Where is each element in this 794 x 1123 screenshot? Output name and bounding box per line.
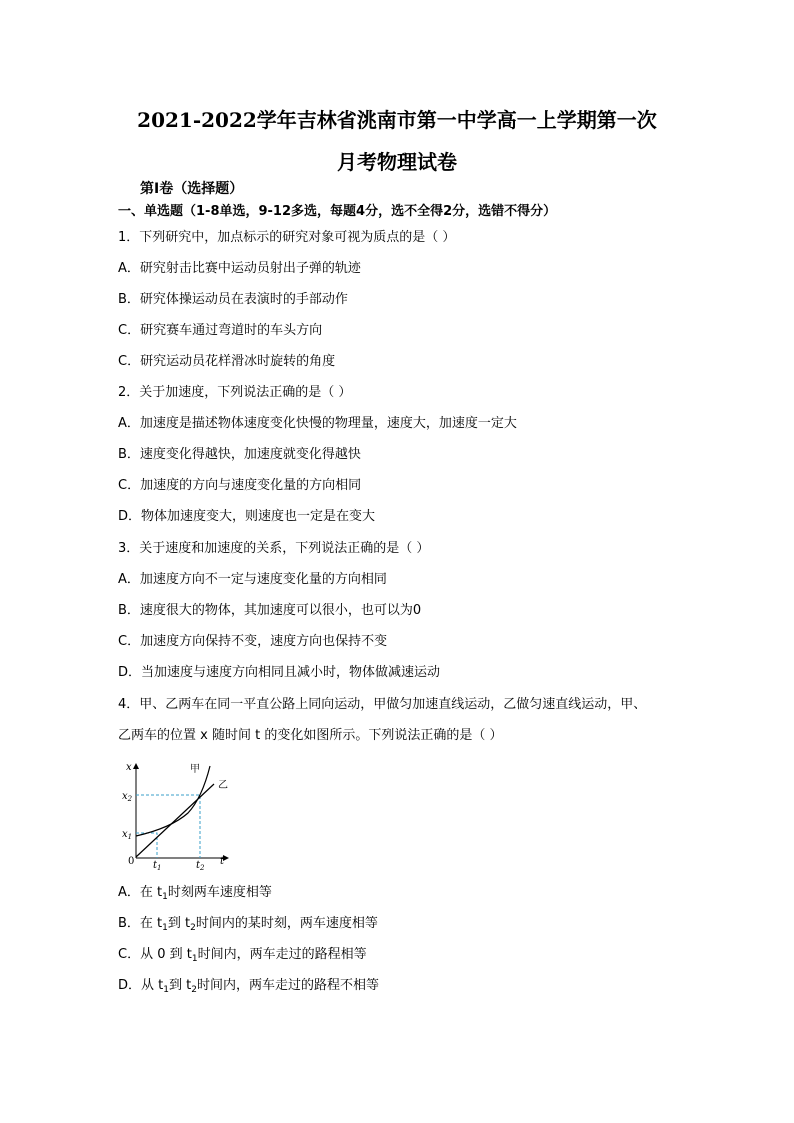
- x-axis-label: t: [220, 856, 225, 867]
- q1-option-a: A．研究射击比赛中运动员射出子弹的轨迹: [118, 261, 361, 276]
- q3-stem: 3．关于速度和加速度的关系，下列说法正确的是（ ）: [118, 541, 430, 556]
- q1-option-b: B．研究体操运动员在表演时的手部动作: [118, 292, 348, 307]
- q4-stem-line1: 4．甲、乙两车在同一平直公路上同向运动，甲做匀加速直线运动，乙做匀速直线运动，甲、: [118, 697, 647, 712]
- label-yi: 乙: [218, 780, 228, 791]
- origin-label: 0: [128, 856, 135, 867]
- q1-option-c: C．研究赛车通过弯道时的车头方向: [118, 323, 323, 338]
- q4-option-a: A．在 $t_1$时刻两车速度相等: [118, 885, 272, 902]
- q2-option-d: D．物体加速度变大，则速度也一定是在变大: [118, 509, 376, 524]
- q3-option-b: B．速度很大的物体，其加速度可以很小，也可以为0: [118, 603, 422, 618]
- exam-title-line1: 2021-2022学年吉林省洮南市第一中学高一上学期第一次: [137, 108, 657, 132]
- tick-label-t1: $t_1$: [153, 860, 162, 870]
- q3-option-c: C．加速度方向保持不变，速度方向也保持不变: [118, 634, 388, 649]
- exam-title-line2: 月考物理试卷: [337, 150, 457, 174]
- section-header: 第Ⅰ卷（选择题）: [140, 181, 244, 197]
- q2-option-b: B．速度变化得越快，加速度就变化得越快: [118, 447, 361, 462]
- tick-label-x2: $x_2$: [122, 791, 133, 803]
- q1-stem: 1．下列研究中，加点标示的研究对象可视为质点的是（ ）: [118, 230, 456, 245]
- q2-option-a: A．加速度是描述物体速度变化快慢的物理量，速度大，加速度一定大: [118, 416, 517, 431]
- label-jia: 甲: [190, 764, 200, 775]
- q4-option-d: D．从 $t_1$到 $t_2$时间内，两车走过的路程不相等: [118, 978, 379, 995]
- curve-jia: [136, 766, 210, 836]
- q3-option-a: A．加速度方向不一定与速度变化量的方向相同: [118, 572, 387, 587]
- q1-option-d: C．研究运动员花样滑冰时旋转的角度: [118, 354, 336, 369]
- q3-option-d: D．当加速度与速度方向相同且减小时，物体做减速运动: [118, 665, 441, 680]
- q4-option-c: C．从 0 到 $t_1$时间内，两车走过的路程相等: [118, 947, 367, 964]
- tick-label-t2: $t_2$: [196, 860, 205, 870]
- q2-stem: 2．关于加速度，下列说法正确的是（ ）: [118, 385, 352, 400]
- q4-position-time-graph: [116, 758, 236, 870]
- q4-option-b: B．在 $t_1$到 $t_2$时间内的某时刻，两车速度相等: [118, 916, 378, 933]
- q4-stem-line2: 乙两车的位置 x 随时间 t 的变化如图所示。下列说法正确的是（ ）: [118, 728, 503, 743]
- q2-option-c: C．加速度的方向与速度变化量的方向相同: [118, 478, 362, 493]
- part-header: 一、单选题（1-8单选，9-12多选，每题4分，选不全得2分，选错不得分）: [118, 204, 557, 219]
- tick-label-x1: $x_1$: [122, 829, 133, 841]
- y-axis-label: x: [126, 762, 132, 773]
